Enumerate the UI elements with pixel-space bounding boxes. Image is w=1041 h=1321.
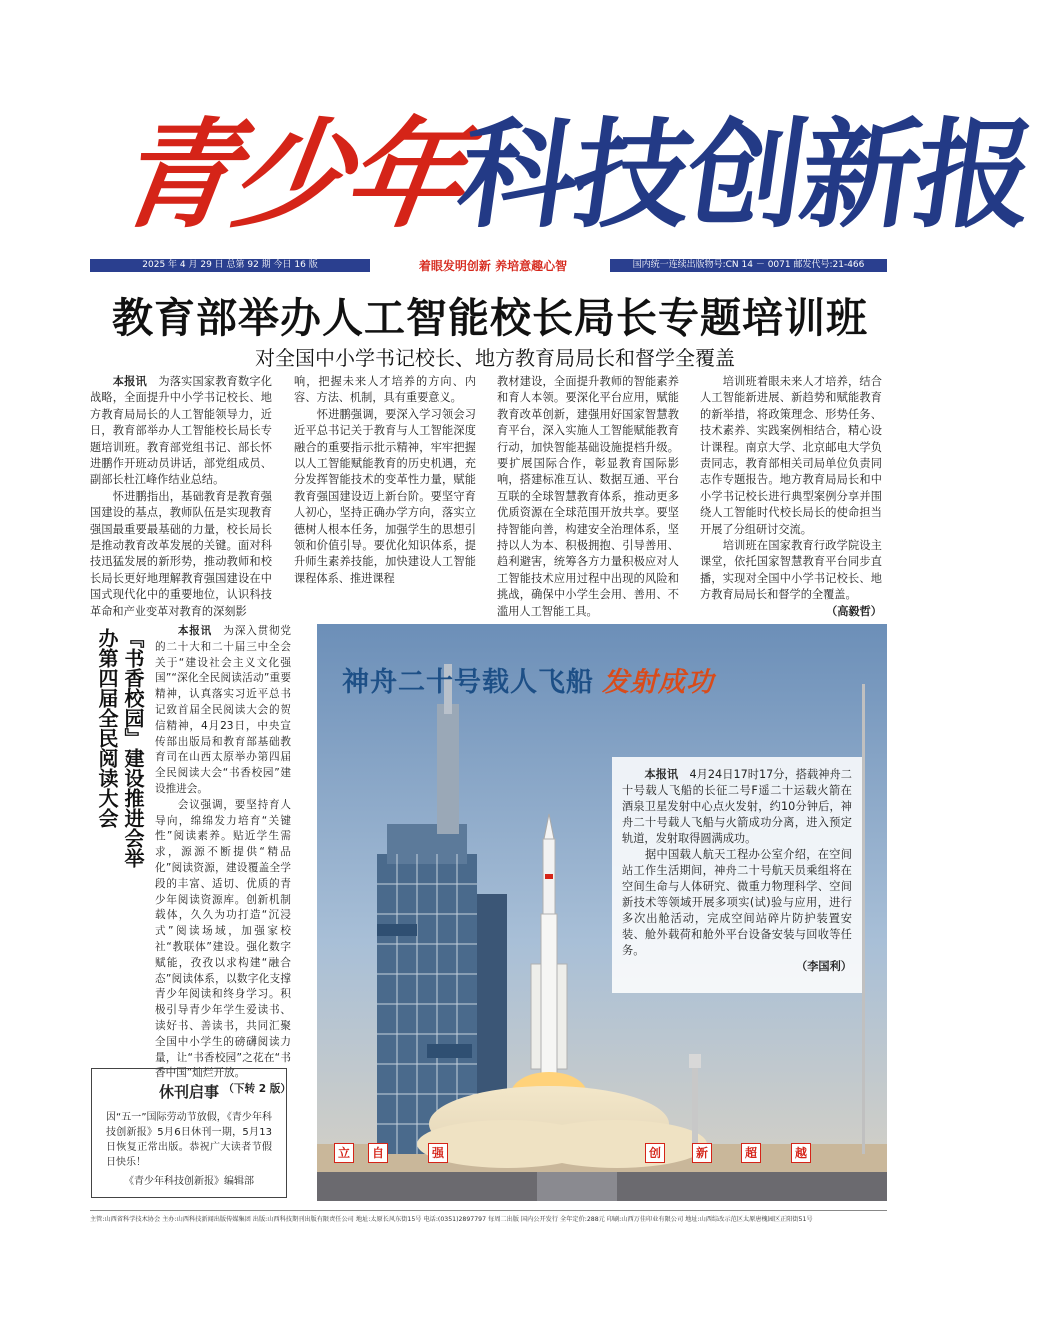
photo-title-main: 神舟二十号载人飞船 xyxy=(342,667,594,698)
suspension-notice xyxy=(91,1068,287,1198)
launch-byline: （李国利） xyxy=(796,960,852,973)
footer-divider xyxy=(90,1210,887,1211)
article-column-1-text: 为落实国家教育数字化战略，全面提升中小学书记校长、地方教育局局长的人工智能领导力，近日，教育部举办人工智能校长局长专题培训班。教育部党组书记、部长怀进鹏作开班动员讲话，部党组成员、副部长杜江峰作结业总结。 怀进鹏指出，基础教育是教育强国建设的基点，教师队伍是实现教育强国最重要最基础的力量，校长局长是推动教育改革发展的关键。面对科技迅猛发展的新形势，推动教师和校长局长更好地理解教育强国建设在中国式现代化中的重要地位，认识科技革命和产业变革对教育的深刻影 xyxy=(90,375,272,618)
article-column-4-text: 培训班着眼未来人才培养，结合人工智能新进展、新趋势和赋能教育的新举措，将政策理念、形势任务、技术素养、实践案例相结合，精心设计课程。南京大学、北京邮电大学负责同志，教育部相关司局单位负责同志作专题报告。地方教育局局长和中小学书记校长进行典型案例分享并围绕人工智能时代校长局长的使命担当开展了分组研讨交流。 培训班在国家教育行政学院设主课堂，依托国家智慧教育平台同步直播，实现对全国中小学书记校长、地方教育局局长和督学的全覆盖。 xyxy=(700,375,882,602)
banner-char: 新 xyxy=(692,1143,712,1163)
launch-lead: 本报讯 xyxy=(644,768,679,781)
notice-title: 休刊启事 xyxy=(158,1083,219,1101)
imprint-footer: 主管:山西省科学技术协会 主办:山西科技新闻出版传媒集团 出版:山西科技期刊出版有限责任公司 地址:太原长风东街15号 电话:(0351)2897797 每周二出版 国内公开发行 全年定价:288元 印刷:山西万佳印业有限公司 地址:山西综改示范区太原唐槐园区正阳街51号 xyxy=(90,1216,813,1223)
publication-code-bar: 国内统一连续出版物号:CN 14 － 0071 邮发代号:21-466 xyxy=(610,259,887,272)
masthead xyxy=(108,100,1040,250)
notice-sign: 《青少年科技创新报》编辑部 xyxy=(124,1176,254,1187)
reading-article-title: 『书香校园』建设推进会举办第四届全民阅读大会 xyxy=(95,628,145,868)
notice-body: 因“五一”国际劳动节放假，《青少年科技创新报》5月6日休刊一期，5月13日恢复正常出版。恭祝广大读者节假日快乐！ xyxy=(106,1112,272,1168)
main-headline: 教育部举办人工智能校长局长专题培训班 xyxy=(112,294,868,342)
photo-title xyxy=(342,660,714,699)
banner-char: 立 xyxy=(334,1143,354,1163)
article-lead: 本报讯 xyxy=(112,375,147,388)
article-column-1 xyxy=(90,374,272,620)
masthead-part2: 科技创新报 xyxy=(450,105,1040,244)
article-column-4 xyxy=(700,374,882,620)
photo-title-highlight: 发射成功 xyxy=(602,667,714,698)
masthead-part1: 青少年 xyxy=(108,105,470,244)
reading-article-continued: （下转 2 版） xyxy=(223,1083,291,1096)
launch-text: 4月24日17时17分，搭载神舟二十号载人飞船的长征二号F遥二十运载火箭在酒泉卫星发射中心点火发射，约10分钟后，神舟二十号载人飞船与火箭成功分离，进入预定轨道，发射取得圆满成功。 据中国载人航天工程办公室介绍，在空间站工作生活期间，神舟二十号航天员乘组将在空间生命与人体研究、微重力物理科学、空间新技术等领域开展多项实(试)验与应用，进行多次出舱活动，完成空间站碎片防护装置安装、舱外载荷和舱外平台设备安装与回收等任务。 xyxy=(622,768,852,957)
reading-article-body xyxy=(155,624,291,1098)
banner-char: 创 xyxy=(645,1143,665,1163)
banner-char: 超 xyxy=(741,1143,761,1163)
banner-char: 越 xyxy=(791,1143,811,1163)
reading-article-lead: 本报讯 xyxy=(177,625,213,637)
main-subhead: 对全国中小学书记校长、地方教育局局长和督学全覆盖 xyxy=(255,346,735,370)
slogan: 着眼发明创新 养培意趣心智 xyxy=(418,259,568,273)
reading-article-text: 为深入贯彻党的二十大和二十届三中全会关于“建设社会主义文化强国”“深化全民阅读活动”重要精神，认真落实习近平总书记致首届全民阅读大会的贺信精神，4月23日，中央宣传部出版局和教育部基础教育司在山西太原举办第四届全民阅读大会“书香校园”建设推进会。 会议强调，要坚持育人导向，绵绵发力培育“关键性”阅读素养。贴近学生需求，源源不断提供“精品化”阅读资源，建设覆盖全学段的丰富、适切、优质的青少年阅读资源库。创新机制载体，久久为功打造“沉浸式”阅读场域，加强家校社“教联体”建设。强化数字赋能，孜孜以求构建“融合态”阅读体系，以数字化支撑青少年阅读和终身学习。积极引导青少年学生爱读书、读好书、善读书，共同汇聚全国中小学生的磅礴阅读力量，让“书香校园”之花在“书香中国”灿烂开放。 xyxy=(155,625,292,1080)
issue-info-bar: 2025 年 4 月 29 日 总第 92 期 今日 16 版 xyxy=(90,259,370,272)
article-column-2: 响，把握未来人才培养的方向、内容、方法、机制，具有重要意义。 怀进鹏强调，要深入学习领会习近平总书记关于教育与人工智能深度融合的重要指示批示精神，牢牢把握以人工智能赋能教育的历史机遇，充分发挥智能技术的变革性力量，赋能教育强国建设迈上新台阶。要坚守育人初心，坚持正确办学方向，落实立德树人根本任务，加强学生的思想引领和价值引导。要优化知识体系，提升师生素养技能，加快建设人工智能课程体系、推进课程 xyxy=(294,375,476,585)
article-byline: （高毅哲） xyxy=(826,604,882,618)
banner-char: 自 xyxy=(368,1143,388,1163)
launch-caption xyxy=(612,757,862,993)
banner-char: 强 xyxy=(428,1143,448,1163)
article-column-3: 教材建设，全面提升教师的智能素养和育人本领。要深化平台应用，赋能教育改革创新，建强用好国家智慧教育平台，深入实施人工智能赋能教育行动，加快智能基础设施提档升级。要扩展国际合作，彰显教育国际影响，搭建标准互认、数据互通、平台互联的全球智慧教育体系，推动更多优质资源在全球范围开放共享。要坚持智能向善，构建安全治理体系，坚持以人为本、积极拥抱、引导善用、趋利避害，统筹各方力量积极应对人工智能技术应用过程中出现的风险和挑战，确保中小学生会用、善用、不滥用人工智能工具。 xyxy=(497,375,679,618)
